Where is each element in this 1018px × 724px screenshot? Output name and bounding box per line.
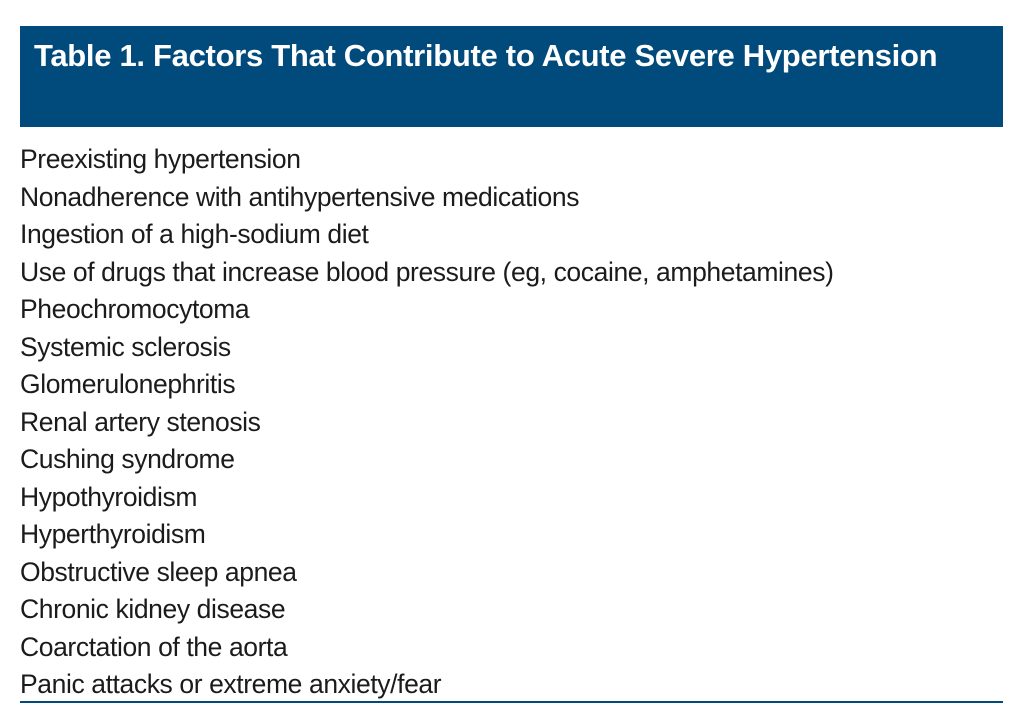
list-item: Preexisting hypertension [20, 144, 301, 174]
list-item: Nonadherence with antihypertensive medications [20, 181, 580, 212]
list-item: Hyperthyroidism [20, 519, 206, 549]
list-item: Renal artery stenosis [20, 406, 261, 437]
list-item: Chronic kidney disease [20, 594, 286, 624]
list-item: Coarctation of the aorta [20, 631, 288, 662]
list-item: Use of drugs that increase blood pressure (eg, cocaine, amphetamines) [20, 256, 834, 287]
list-item: Obstructive sleep apnea [20, 556, 297, 587]
table-title: Table 1. Factors That Contribute to Acute Severe Hypertension [34, 38, 938, 73]
factors-table [20, 26, 1003, 704]
list-item: Ingestion of a high-sodium diet [20, 219, 369, 249]
list-item: Hypothyroidism [20, 481, 198, 512]
list-item: Pheochromocytoma [20, 294, 250, 324]
bottom-divider [20, 701, 1003, 703]
factor-list [20, 127, 1003, 704]
list-item: Panic attacks or extreme anxiety/fear [20, 669, 442, 699]
list-item: Systemic sclerosis [20, 331, 231, 362]
list-item: Glomerulonephritis [20, 369, 236, 399]
table-header [20, 26, 1003, 127]
list-item: Cushing syndrome [20, 444, 235, 474]
